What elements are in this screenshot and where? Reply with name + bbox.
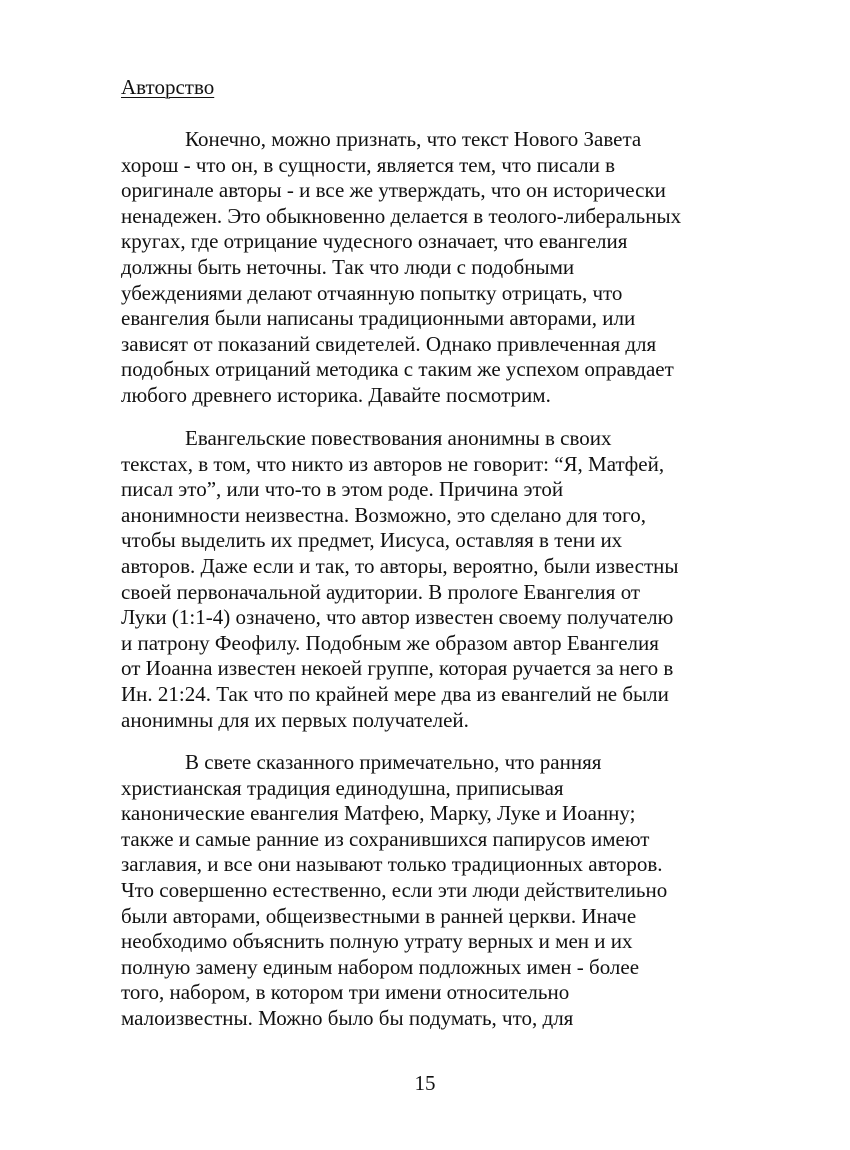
text-line: также и самые ранние из сохранившихся папирусов имеют <box>121 826 650 851</box>
page-number: 15 <box>414 1071 436 1095</box>
text-line: хорош - что он, в сущности, является тем, что писали в <box>121 152 616 177</box>
text-line: и патрону Феофилу. Подобным же образом автор Евангелия <box>121 630 659 655</box>
text-line: убеждениями делают отчаянную попытку отрицать, что <box>121 280 623 305</box>
text-line: от Иоанна известен некоей группе, которая ручается за него в <box>121 656 674 681</box>
text-line: оригинале авторы - и все же утверждать, что он исторически <box>121 178 666 203</box>
text-line: Ин. 21:24. Так что по крайней мере два из евангелий не были <box>121 681 669 706</box>
text-line: Конечно, можно признать, что текст Нового Завета <box>185 127 642 151</box>
text-line: ненадежен. Это обыкновенно делается в теолого-либеральных <box>121 203 682 228</box>
text-line: должны быть неточны. Так что люди с подобными <box>121 254 575 279</box>
text-line: малоизвестны. Можно было бы подумать, что, для <box>121 1005 574 1030</box>
text-line: канонические евангелия Матфею, Марку, Луке и Иоанну; <box>121 801 636 826</box>
text-line: писал это”, или что-то в этом роде. Причина этой <box>121 477 564 502</box>
text-line: полную замену единым набором подложных имен - более <box>121 954 640 979</box>
text-line: Луки (1:1-4) означено, что автор известен своему получателю <box>121 605 674 630</box>
text-line: зависят от показаний свидетелей. Однако привлеченная для <box>121 331 657 356</box>
text-line: Евангельские повествования анонимны в своих <box>185 426 612 450</box>
text-line: своей первоначальной аудитории. В прологе Евангелия от <box>121 579 641 604</box>
text-line: были авторами, общеизвестными в ранней церкви. Иначе <box>121 903 637 928</box>
section-heading: Авторство <box>121 75 215 99</box>
paragraph-2 <box>121 426 679 733</box>
paragraph-1 <box>121 127 681 409</box>
text-line: кругах, где отрицание чудесного означает, что евангелия <box>121 229 628 254</box>
text-line: евангелия были написаны традиционными авторами, или <box>121 306 636 331</box>
text-line: подобных отрицаний методика с таким же успехом оправдает <box>121 357 674 382</box>
text-line: Что совершенно естественно, если эти люди действителиьно <box>121 877 668 902</box>
text-line: текстах, в том, что никто из авторов не говорит: “Я, Матфей, <box>121 451 665 476</box>
text-line: заглавия, и все они называют только традиционных авторов. <box>121 852 663 877</box>
text-line: авторов. Даже если и так, то авторы, вероятно, были известны <box>121 553 679 578</box>
text-line: анонимности неизвестна. Возможно, это сделано для того, <box>121 502 646 527</box>
text-line: того, набором, в котором три имени относительно <box>121 980 570 1005</box>
text-line: В свете сказанного примечательно, что ранняя <box>185 750 602 774</box>
text-line: чтобы выделить их предмет, Иисуса, оставляя в тени их <box>121 528 623 553</box>
text-line: христианская традиция единодушна, приписывая <box>121 775 564 800</box>
text-line: любого древнего историка. Давайте посмотрим. <box>121 382 551 407</box>
text-line: анонимны для их первых получателей. <box>121 707 469 732</box>
text-line: необходимо объяснить полную утрату верных и мен и их <box>121 929 633 954</box>
paragraph-3 <box>121 750 667 1032</box>
